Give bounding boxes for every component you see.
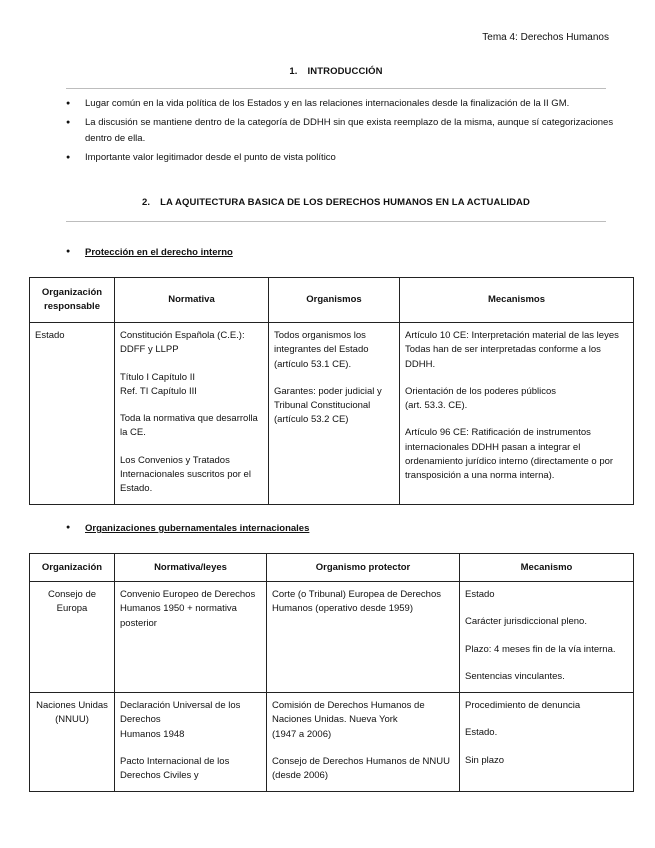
subsection-internal-heading [66,246,233,260]
cell-organization: Consejo de Europa [30,582,115,693]
cell-organization: Naciones Unidas (NNUU) [30,693,115,792]
intro-bullet-item: ● La discusión se mantiene dentro de la categoría de DDHH sin que exista reemplazo de la misma, aunque sí categorizaciones dentro de ella. [66,115,616,147]
column-header: Mecanismo [460,554,634,582]
section-2-number: 2. [142,197,151,208]
cell-normativa: Constitución Española (C.E.): DDFF y LLPP Título I Capítulo II Ref. TI Capítulo III Toda la normativa que desarrolla la CE. Los Convenios y Tratados Internacionales suscritos por el Estado. [115,323,269,505]
cell-organization: Estado [30,323,115,505]
subsection-international-title: Organizaciones gubernamentales internacionales [85,523,310,534]
section-2-divider [66,221,606,222]
subsection-international-heading [66,522,309,536]
internal-protection-table [29,277,634,505]
table-header-row [30,278,634,323]
cell-normativa: Convenio Europeo de Derechos Humanos 1950 + normativa posterior [115,582,267,693]
bullet-icon: ● [66,524,71,531]
section-1-title: INTRODUCCIÓN [307,66,383,77]
cell-mecanismo: Estado Carácter jurisdiccional pleno. Plazo: 4 meses fin de la vía interna. Sentencias vinculantes. [460,582,634,693]
intro-bullet-item: ● Lugar común en la vida política de los Estados y en las relaciones internacionales desde la finalización de la II GM. [66,96,616,112]
intro-bullet-item: ● Importante valor legitimador desde el punto de vista político [66,150,616,166]
column-header: Organización responsable [30,278,115,323]
section-2-title: LA AQUITECTURA BASICA DE LOS DERECHOS HUMANOS EN LA ACTUALIDAD [160,197,530,208]
table-row [30,693,634,792]
international-organizations-table [29,553,634,792]
section-1-divider [66,88,606,89]
cell-normativa: Declaración Universal de los Derechos Humanos 1948 Pacto Internacional de los Derechos Civiles y [115,693,267,792]
cell-organismo: Comisión de Derechos Humanos de Naciones Unidas. Nueva York (1947 a 2006) Consejo de Derechos Humanos de NNUU (desde 2006) [267,693,460,792]
table-row [30,323,634,505]
cell-organismo: Corte (o Tribunal) Europea de Derechos Humanos (operativo desde 1959) [267,582,460,693]
column-header: Normativa [115,278,269,323]
cell-organismos: Todos organismos los integrantes del Estado (artículo 53.1 CE). Garantes: poder judicial y Tribunal Constitucional (artículo 53.2 CE) [269,323,400,505]
column-header: Mecanismos [400,278,634,323]
column-header: Organismo protector [267,554,460,582]
subsection-internal-title: Protección en el derecho interno [85,247,233,258]
column-header: Organismos [269,278,400,323]
column-header: Organización [30,554,115,582]
bullet-icon: ● [66,248,71,255]
column-header: Normativa/leyes [115,554,267,582]
cell-mecanismo: Procedimiento de denuncia Estado. Sin plazo [460,693,634,792]
page-header-title: Tema 4: Derechos Humanos [482,32,609,43]
intro-bullet-list [66,96,616,169]
table-row [30,582,634,693]
table-header-row [30,554,634,582]
section-1-number: 1. [289,66,298,77]
cell-mecanismos: Artículo 10 CE: Interpretación material de las leyes Todas han de ser interpretadas conforme a los DDHH. Orientación de los poderes públicos (art. 53.3. CE). Artículo 96 CE: Ratificación de instrumentos internacionales DDHH pasan a integrar el ordenamiento jurídico interno (directamente o por transposición a una norma interna). [400,323,634,505]
section-2-heading [66,196,606,210]
section-1-heading [66,65,606,79]
